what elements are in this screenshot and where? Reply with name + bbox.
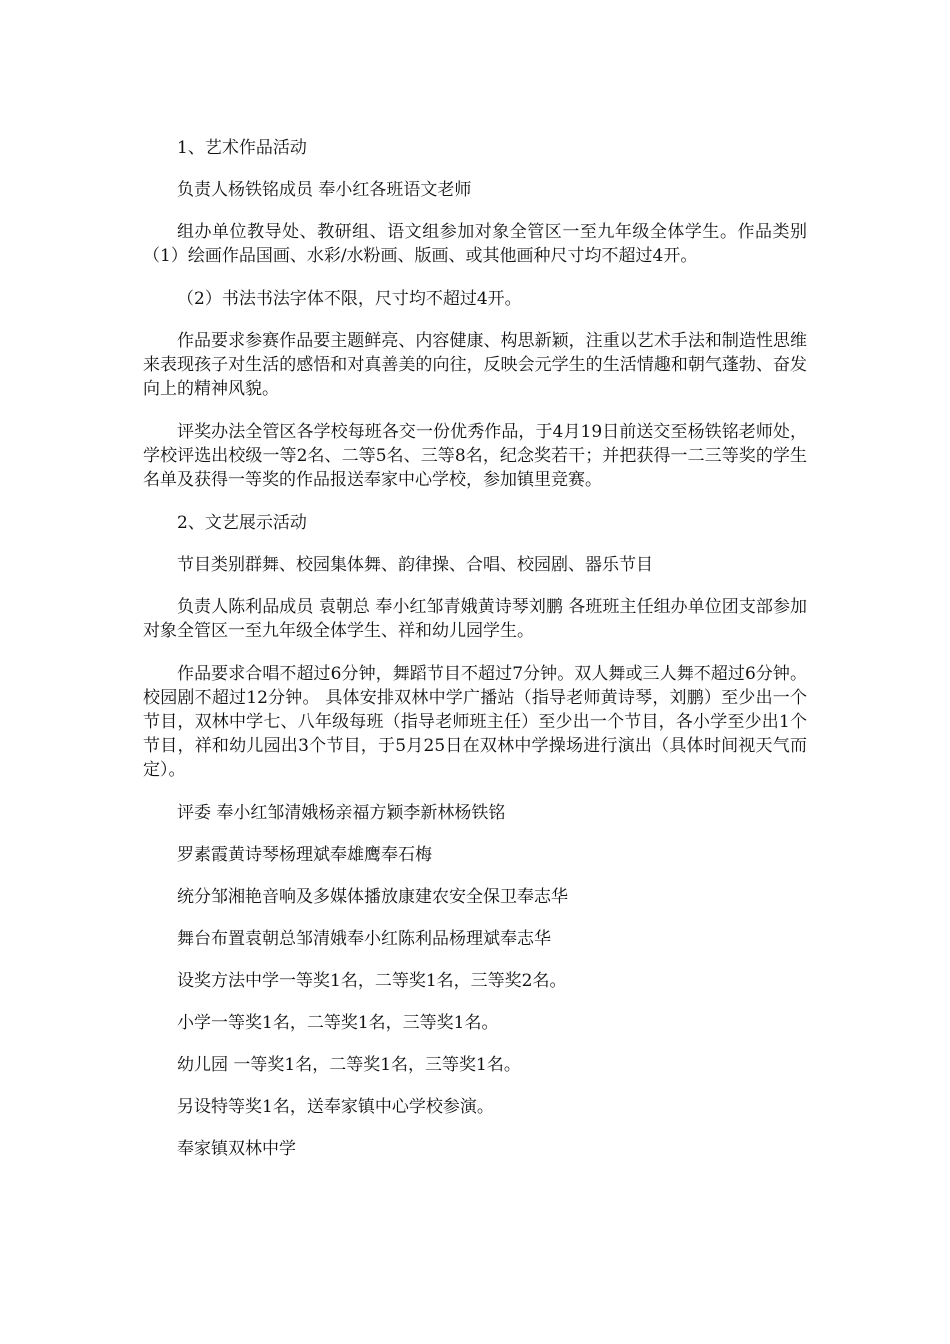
document-body (143, 136, 807, 1179)
stage-setup-line: 舞台布置袁朝总邹清娥奉小红陈利品杨理斌奉志华 (177, 929, 551, 949)
program-category-line: 节目类别群舞、校园集体舞、韵律操、合唱、校园剧、器乐节目 (177, 555, 653, 575)
performance-requirements-paragraph: 作品要求合唱不超过6分钟，舞蹈节目不超过7分钟。双人舞或三人舞不超过6分钟。校园剧不超过12分钟。 具体安排双林中学广播站（指导老师黄诗琴，刘鹏）至少出一个节目，双林中学七、八年级每班（指导老师班主任）至少出一个节目，各小学至少出1个节目，祥和幼儿园出3个节目，于5月25日在双林中学操场进行演出（具体时间视天气而定）。 (143, 664, 807, 780)
award-kindergarten-line: 幼儿园 一等奖1名，二等奖1名，三等奖1名。 (177, 1055, 521, 1075)
art-organizer-paragraph: 组办单位教导处、教研组、语文组参加对象全管区一至九年级全体学生。作品类别（1）绘画作品国画、水彩/水粉画、版画、或其他画种尺寸均不超过4开。 (143, 222, 807, 266)
art-award-paragraph: 评奖办法全管区各学校每班各交一份优秀作品，于4月19日前送交至杨铁铭老师处，学校评选出校级一等2名、二等5名、三等8名，纪念奖若干；并把获得一二三等奖的学生名单及获得一等奖的作品报送奉家中心学校，参加镇里竞赛。 (143, 422, 807, 490)
special-award-line: 另设特等奖1名，送奉家镇中心学校参演。 (177, 1097, 494, 1117)
section-heading-art: 1、艺术作品活动 (177, 138, 307, 158)
judges-line: 评委 奉小红邹清娥杨亲福方颖李新林杨铁铭 (177, 803, 506, 823)
staff-line: 统分邹湘艳音响及多媒体播放康建农安全保卫奉志华 (177, 887, 568, 907)
award-middle-school-line: 设奖方法中学一等奖1名，二等奖1名，三等奖2名。 (177, 971, 567, 991)
calligraphy-line: （2）书法书法字体不限，尺寸均不超过4开。 (177, 289, 522, 309)
art-leader-line: 负责人杨铁铭成员 奉小红各班语文老师 (177, 180, 472, 200)
signature-line: 奉家镇双林中学 (177, 1139, 296, 1159)
award-primary-school-line: 小学一等奖1名，二等奖1名，三等奖1名。 (177, 1013, 499, 1033)
performance-leader-paragraph: 负责人陈利品成员 袁朝总 奉小红邹青娥黄诗琴刘鹏 各班班主任组办单位团支部参加对象全管区一至九年级全体学生、祥和幼儿园学生。 (143, 597, 807, 641)
art-requirements-paragraph: 作品要求参赛作品要主题鲜亮、内容健康、构思新颖，注重以艺术手法和制造性思维来表现孩子对生活的感悟和对真善美的向往，反映会元学生的生活情趣和朝气蓬勃、奋发向上的精神风貌。 (143, 331, 807, 399)
judges-line-continued: 罗素霞黄诗琴杨理斌奉雄鹰奉石梅 (177, 845, 432, 865)
section-heading-performance: 2、文艺展示活动 (177, 513, 307, 533)
